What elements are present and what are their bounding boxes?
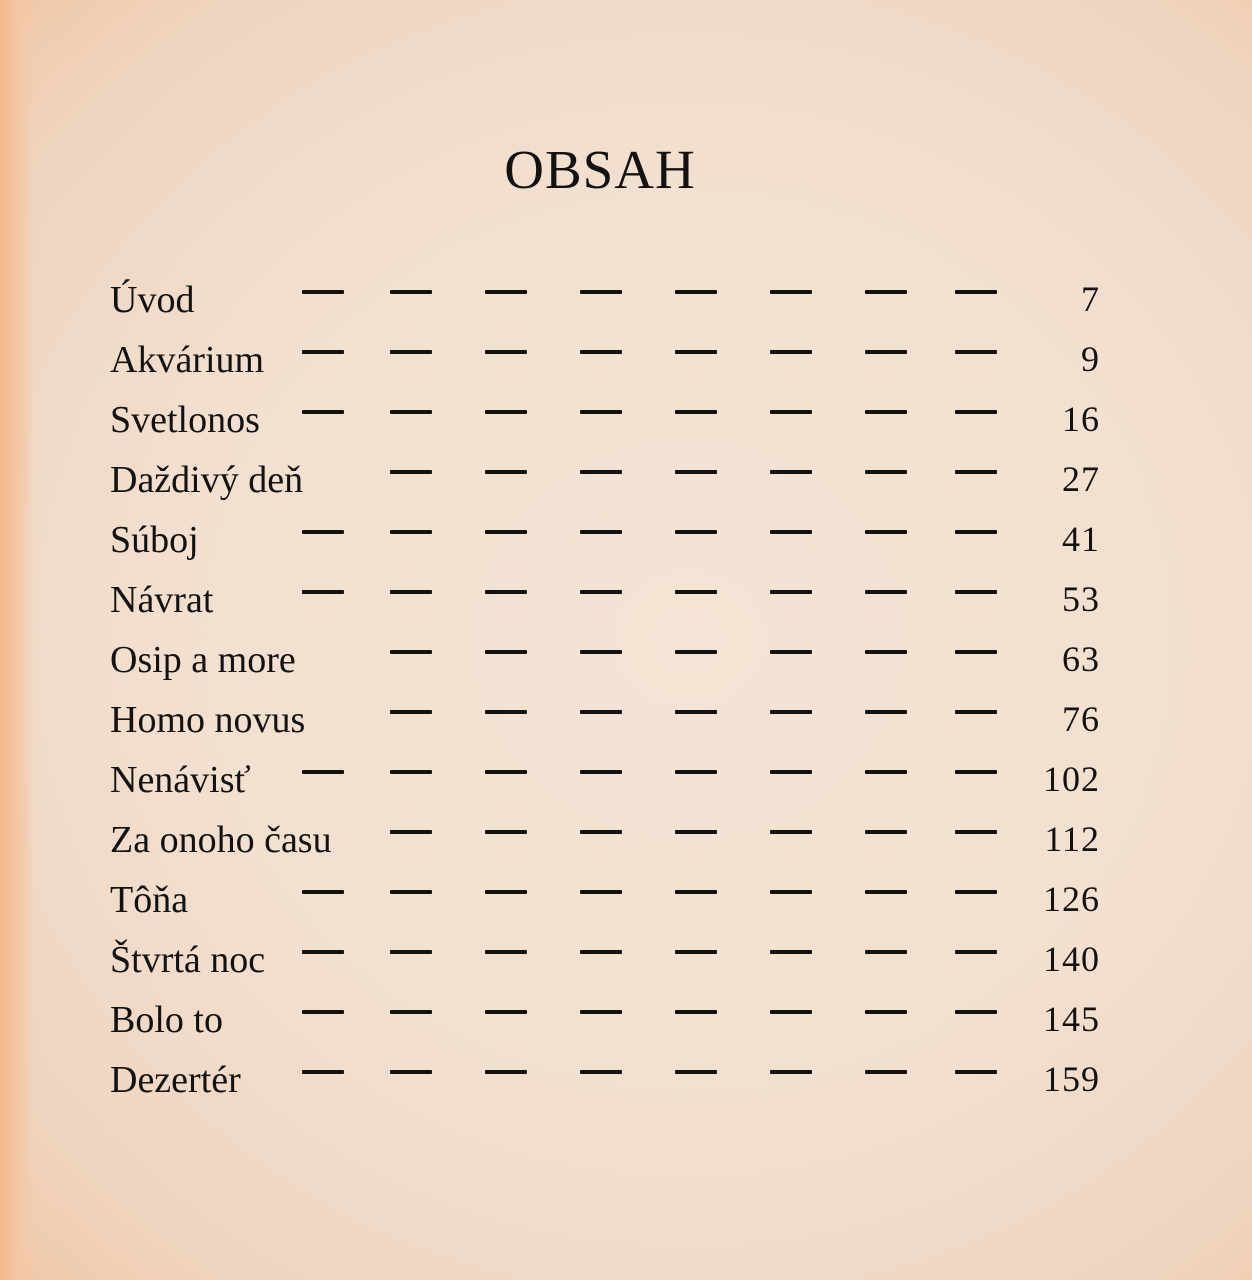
leader-dash [675,830,717,834]
leader-dash [865,410,907,414]
leader-dash [485,350,527,354]
toc-row [110,1050,1110,1110]
toc-page-number: 126 [1043,879,1100,919]
leader-dash [485,410,527,414]
leader-dash [955,590,997,594]
leader-dash [770,1010,812,1014]
leader-dash [675,770,717,774]
leader-dash [580,1010,622,1014]
leader-dash [770,710,812,714]
toc-entry-title: Osip a more [110,639,296,681]
leader-dash [865,770,907,774]
toc-row [110,930,1110,990]
dash-leader [110,1050,1110,1110]
toc-entry-title: Homo novus [110,699,306,741]
leader-dash [955,1070,997,1074]
toc-entry-title: Súboj [110,519,199,561]
leader-dash [865,590,907,594]
leader-dash [485,950,527,954]
leader-dash [302,350,344,354]
leader-dash [302,1010,344,1014]
leader-dash [485,1010,527,1014]
toc-page-number: 159 [1043,1059,1100,1099]
leader-dash [390,470,432,474]
toc-entry-title: Štvrtá noc [110,939,266,981]
leader-dash [675,650,717,654]
leader-dash [302,590,344,594]
leader-dash [485,830,527,834]
leader-dash [390,290,432,294]
toc-entry-title: Úvod [110,279,195,321]
toc-row [110,750,1110,810]
toc-row [110,990,1110,1050]
leader-dash [955,350,997,354]
leader-dash [485,290,527,294]
leader-dash [675,590,717,594]
leader-dash [770,470,812,474]
toc-page-number: 53 [1062,579,1100,619]
leader-dash [675,470,717,474]
toc-entry-title: Dezertér [110,1059,241,1101]
leader-dash [675,950,717,954]
toc-entry-title: Tôňa [110,879,189,921]
leader-dash [580,410,622,414]
leader-dash [485,590,527,594]
leader-dash [390,410,432,414]
leader-dash [865,1010,907,1014]
leader-dash [580,590,622,594]
leader-dash [485,650,527,654]
leader-dash [865,950,907,954]
toc-row [110,810,1110,870]
leader-dash [955,410,997,414]
leader-dash [302,530,344,534]
leader-dash [390,530,432,534]
toc-page-number: 63 [1062,639,1100,679]
toc-entry-title: Svetlonos [110,399,260,441]
toc-entry-title: Bolo to [110,999,223,1041]
leader-dash [770,290,812,294]
toc-entry-title: Nenávisť [110,759,251,801]
toc-row [110,330,1110,390]
leader-dash [675,710,717,714]
dash-leader [110,270,1110,330]
toc-page-number: 27 [1062,459,1100,499]
leader-dash [485,770,527,774]
leader-dash [390,590,432,594]
toc-page-number: 140 [1043,939,1100,979]
leader-dash [770,890,812,894]
dash-leader [110,570,1110,630]
leader-dash [580,470,622,474]
leader-dash [485,1070,527,1074]
leader-dash [675,350,717,354]
leader-dash [580,890,622,894]
toc-row [110,690,1110,750]
leader-dash [865,350,907,354]
leader-dash [390,950,432,954]
leader-dash [580,950,622,954]
leader-dash [955,530,997,534]
leader-dash [580,650,622,654]
leader-dash [390,710,432,714]
dash-leader [110,870,1110,930]
leader-dash [485,530,527,534]
leader-dash [865,530,907,534]
leader-dash [770,410,812,414]
toc-page-number: 16 [1062,399,1100,439]
leader-dash [955,650,997,654]
leader-dash [390,770,432,774]
toc-entry-title: Akvárium [110,339,265,381]
leader-dash [675,1070,717,1074]
leader-dash [770,650,812,654]
toc-page-number: 112 [1044,819,1100,859]
leader-dash [770,950,812,954]
toc-row [110,630,1110,690]
leader-dash [955,950,997,954]
leader-dash [485,890,527,894]
leader-dash [675,290,717,294]
page-title: OBSAH [504,139,696,200]
leader-dash [770,830,812,834]
leader-dash [770,770,812,774]
leader-dash [675,1010,717,1014]
leader-dash [955,470,997,474]
toc-row [110,570,1110,630]
leader-dash [302,770,344,774]
leader-dash [580,830,622,834]
leader-dash [302,410,344,414]
leader-dash [865,830,907,834]
leader-dash [770,530,812,534]
dash-leader [110,510,1110,570]
toc-page-number: 41 [1062,519,1100,559]
toc-entry-title: Daždivý deň [110,459,304,501]
dash-leader [110,990,1110,1050]
leader-dash [580,350,622,354]
leader-dash [865,890,907,894]
leader-dash [390,650,432,654]
leader-dash [675,410,717,414]
leader-dash [955,890,997,894]
leader-dash [865,710,907,714]
leader-dash [580,530,622,534]
leader-dash [675,890,717,894]
leader-dash [390,890,432,894]
toc-row [110,450,1110,510]
leader-dash [865,290,907,294]
dash-leader [110,390,1110,450]
leader-dash [770,350,812,354]
leader-dash [955,290,997,294]
dash-leader [110,750,1110,810]
leader-dash [302,290,344,294]
leader-dash [390,350,432,354]
leader-dash [580,710,622,714]
leader-dash [485,470,527,474]
toc-row [110,270,1110,330]
toc-page-number: 7 [1081,279,1100,319]
leader-dash [390,1070,432,1074]
toc-entry-title: Návrat [110,579,214,621]
leader-dash [955,710,997,714]
leader-dash [865,470,907,474]
leader-dash [485,710,527,714]
leader-dash [865,650,907,654]
leader-dash [955,1010,997,1014]
leader-dash [770,590,812,594]
toc-page-number: 76 [1062,699,1100,739]
toc-page-number: 9 [1081,339,1100,379]
leader-dash [955,770,997,774]
toc-row [110,390,1110,450]
leader-dash [865,1070,907,1074]
leader-dash [580,1070,622,1074]
leader-dash [390,1010,432,1014]
table-of-contents [110,270,1110,1110]
leader-dash [302,950,344,954]
leader-dash [302,1070,344,1074]
leader-dash [955,830,997,834]
toc-page-number: 102 [1043,759,1100,799]
toc-entry-title: Za onoho času [110,819,332,861]
toc-row [110,870,1110,930]
leader-dash [390,830,432,834]
toc-row [110,510,1110,570]
leader-dash [675,530,717,534]
leader-dash [302,890,344,894]
toc-page-number: 145 [1043,999,1100,1039]
leader-dash [580,770,622,774]
leader-dash [770,1070,812,1074]
leader-dash [580,290,622,294]
